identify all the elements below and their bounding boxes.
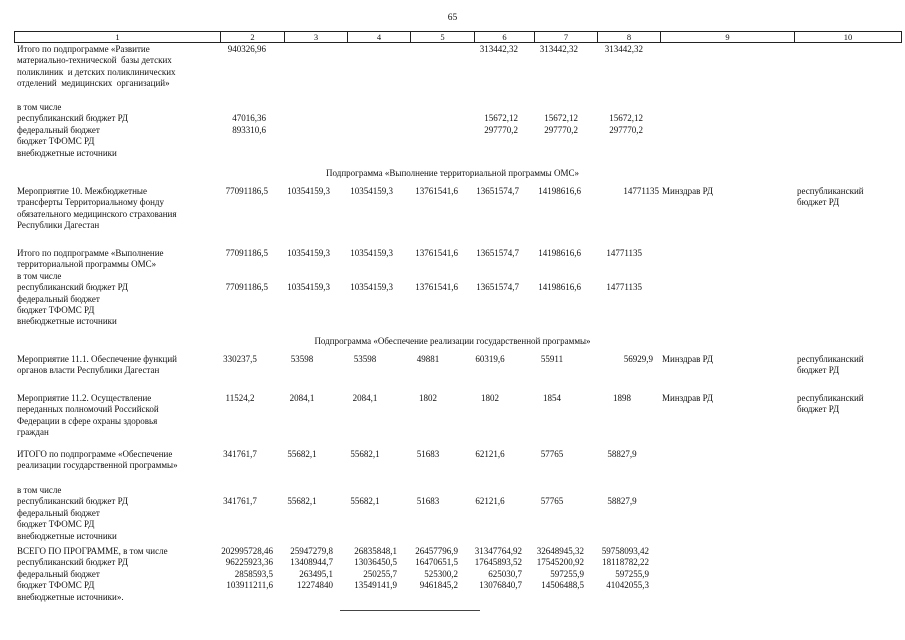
cell-col2: 341761,7 [223, 449, 257, 459]
cell-col3: 10354159,3 [287, 186, 330, 196]
header-col-2: 2 [220, 32, 284, 42]
cell-col2: 940326,96 [227, 44, 266, 54]
cell-col7: 55911 [540, 354, 564, 364]
cell-col7: 1854 [543, 393, 561, 403]
cell-col8: 58827,9 [607, 496, 637, 507]
cell-col7: 14198616,6 14198616,6 [538, 248, 581, 293]
cell-col10: республиканский бюджет РД [797, 186, 864, 208]
cell-col6: 13651574,7 [476, 186, 519, 196]
cell-col2: 202995728,46 96225923,36 2858593,5 103911211,6 [221, 546, 273, 591]
cell-col5: 13761541,6 [415, 186, 458, 196]
cell-col4: 2084,1 [352, 393, 378, 403]
header-col-10: 10 [794, 32, 902, 42]
cell-col8: 14771135 14771135 [606, 248, 642, 293]
row-label: Мероприятие 10. Межбюджетные трансферты Территориальному фонду обязательного медицинского страхования Республики Дагестан [17, 186, 177, 231]
cell-col8: 14771135 [623, 186, 659, 196]
cell-col9: Минздрав РД [662, 354, 714, 364]
cell-col4: 26835848,1 13036450,5 250255,7 13549141,9 [354, 546, 397, 591]
header-col-1: 1 [14, 32, 220, 42]
header-col-7: 7 [534, 32, 597, 42]
cell-col7: 15672,12 297770,2 [544, 113, 578, 135]
cell-col6: 62121,6 [475, 449, 505, 459]
header-col-3: 3 [284, 32, 347, 42]
row-label: ВСЕГО ПО ПРОГРАММЕ, в том числе республиканский бюджет РД федеральный бюджет бюджет ТФОМС РД внебюджетные источники». [17, 546, 168, 602]
cell-col8: 59758093,42 18118782,22 597255,9 41042055,3 [601, 546, 649, 591]
table-header-row [14, 31, 902, 43]
cell-col5: 26457796,9 16470651,5 525300,2 9461845,2 [415, 546, 458, 591]
cell-col7: 14198616,6 [538, 186, 581, 196]
section-heading: Подпрограмма «Выполнение территориальной программы ОМС» [326, 168, 579, 178]
header-col-9: 9 [660, 32, 794, 42]
cell-col8: 58827,9 [607, 449, 637, 459]
cell-col2: 77091186,5 [225, 186, 268, 196]
cell-col3: 10354159,3 10354159,3 [287, 248, 330, 293]
cell-col10: республиканский бюджет РД [797, 393, 864, 415]
cell-col4: 55682,1 [350, 449, 380, 459]
cell-col3: 2084,1 [289, 393, 315, 403]
cell-col4: 10354159,3 [350, 186, 393, 196]
cell-col2: 341761,7 [223, 496, 257, 507]
cell-col4: 10354159,3 10354159,3 [350, 248, 393, 293]
row-label: Мероприятие 11.2. Осуществление переданных полномочий Российской Федерации в сфере охраны здоровья граждан [17, 393, 159, 438]
row-label: Итого по подпрограмме «Выполнение территориальной программы ОМС» в том числе республиканский бюджет РД федеральный бюджет бюджет ТФОМС РД внебюджетные источники [17, 248, 164, 327]
cell-col5: 51683 [416, 496, 440, 507]
header-col-5: 5 [410, 32, 474, 42]
row-label: ИТОГО по подпрограмме «Обеспечение реализации государственной программы» [17, 449, 178, 471]
cell-col7: 313442,32 [539, 44, 578, 54]
cell-col7: 57765 [540, 496, 564, 507]
header-col-6: 6 [474, 32, 534, 42]
cell-col7: 57765 [540, 449, 564, 459]
header-col-4: 4 [347, 32, 410, 42]
row-label: Итого по подпрограмме «Развитие материально-технической базы детских поликлиник и детских поликлинических отделений медицинских организаций» [17, 44, 176, 89]
cell-col6: 60319,6 [475, 354, 505, 364]
section-heading: Подпрограмма «Обеспечение реализации государственной программы» [314, 336, 591, 346]
cell-col2: 330237,5 [223, 354, 257, 364]
cell-col4: 53598 [353, 354, 377, 364]
cell-col3: 55682,1 [287, 496, 317, 507]
cell-col7: 32648945,32 17545200,92 597255,9 14506488,5 [536, 546, 584, 591]
cell-col5: 51683 [416, 449, 440, 459]
cell-col8: 313442,32 [604, 44, 643, 54]
cell-col6: 1802 [481, 393, 499, 403]
cell-col3: 53598 [290, 354, 314, 364]
cell-col5: 13761541,6 13761541,6 [415, 248, 458, 293]
cell-col9: Минздрав РД [662, 393, 714, 403]
row-label: в том числе республиканский бюджет РД федеральный бюджет бюджет ТФОМС РД внебюджетные источники [17, 485, 129, 541]
cell-col2: 77091186,5 77091186,5 [225, 248, 268, 293]
cell-col6: 62121,6 [475, 496, 505, 507]
cell-col5: 49881 [416, 354, 440, 364]
cell-col3: 25947279,8 13408944,7 263495,1 12274840 [290, 546, 333, 591]
cell-col8: 15672,12 297770,2 [609, 113, 643, 135]
cell-col6: 313442,32 [479, 44, 518, 54]
cell-col2: 11524,2 [225, 393, 255, 403]
cell-col5: 1802 [419, 393, 437, 403]
header-col-8: 8 [597, 32, 660, 42]
cell-col6: 13651574,7 13651574,7 [476, 248, 519, 293]
cell-col9: Минздрав РД [662, 186, 714, 196]
cell-col8: 1898 [613, 393, 631, 403]
bottom-rule [340, 610, 480, 611]
cell-col10: республиканский бюджет РД [797, 354, 864, 376]
cell-col4: 55682,1 [350, 496, 380, 507]
cell-col3: 55682,1 [287, 449, 317, 459]
row-label: в том числе республиканский бюджет РД федеральный бюджет бюджет ТФОМС РД внебюджетные источники [17, 102, 129, 158]
cell-col8: 56929,9 [623, 354, 653, 364]
cell-col2: 47016,36 893310,6 [232, 113, 266, 135]
row-label: Мероприятие 11.1. Обеспечение функций органов власти Республики Дагестан [17, 354, 177, 376]
cell-col6: 15672,12 297770,2 [484, 113, 518, 135]
cell-col6: 31347764,92 17645893,52 625030,7 13076840,7 [474, 546, 522, 591]
page-number: 65 [447, 13, 458, 23]
